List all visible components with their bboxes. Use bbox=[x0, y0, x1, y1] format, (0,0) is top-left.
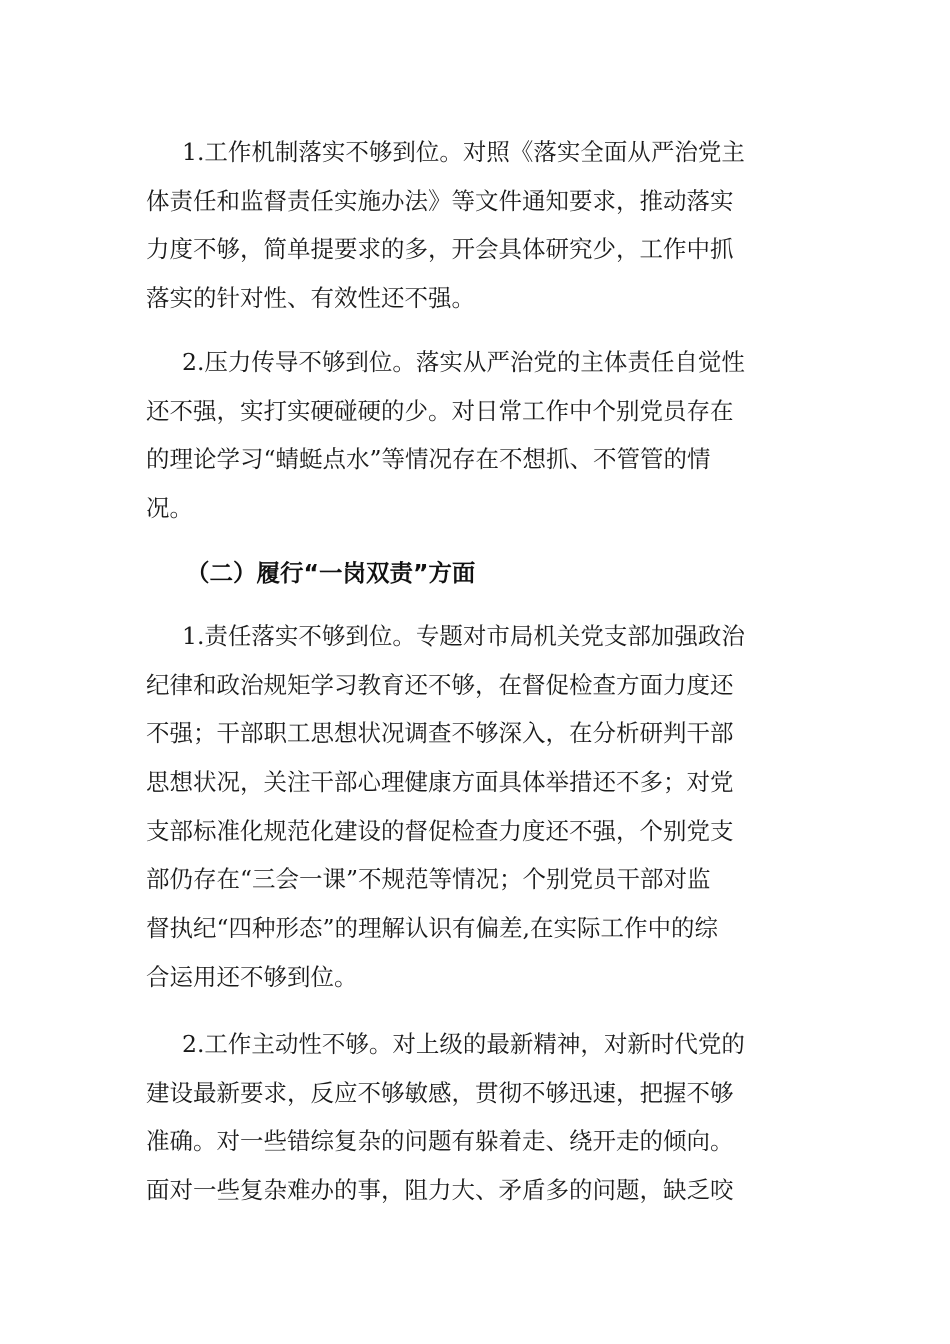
text-line: 体责任和监督责任实施办法》等文件通知要求，推动落实 bbox=[146, 186, 734, 215]
text-line: 2.压力传导不够到位。落实从严治党的主体责任自觉性 bbox=[182, 348, 745, 376]
text-line: 部仍存在“三会一课”不规范等情况；个别党员干部对监 bbox=[146, 865, 711, 894]
paragraph-pressure-transmission bbox=[146, 338, 806, 533]
text-line: 1.工作机制落实不够到位。对照《落实全面从严治党主 bbox=[182, 138, 745, 166]
paragraph-initiative bbox=[146, 1020, 806, 1215]
section-heading: （二）履行“一岗双责”方面 bbox=[186, 559, 476, 587]
text-line: 支部标准化规范化建设的督促检查力度还不强，个别党支 bbox=[146, 816, 734, 845]
text-line: 力度不够，简单提要求的多，开会具体研究少，工作中抓 bbox=[146, 235, 734, 264]
text-line: 思想状况，关注干部心理健康方面具体举措还不多；对党 bbox=[146, 768, 734, 797]
text-line: 合运用还不够到位。 bbox=[146, 962, 358, 991]
text-line: 还不强，实打实硬碰硬的少。对日常工作中个别党员存在 bbox=[146, 396, 734, 425]
text-line: 准确。对一些错综复杂的问题有躲着走、绕开走的倾向。 bbox=[146, 1127, 734, 1156]
text-line: 落实的针对性、有效性还不强。 bbox=[146, 284, 475, 313]
text-line: 督执纪“四种形态”的理解认识有偏差,在实际工作中的综 bbox=[146, 914, 718, 943]
text-line: 面对一些复杂难办的事，阻力大、矛盾多的问题，缺乏咬 bbox=[146, 1176, 734, 1205]
text-line: 况。 bbox=[146, 494, 193, 523]
text-line: 纪律和政治规矩学习教育还不够，在督促检查方面力度还 bbox=[146, 670, 734, 699]
text-line: 不强；干部职工思想状况调查不够深入，在分析研判干部 bbox=[146, 719, 734, 748]
paragraph-responsibility bbox=[146, 612, 806, 1002]
text-line: 2.工作主动性不够。对上级的最新精神，对新时代党的 bbox=[182, 1030, 745, 1058]
text-line: 的理论学习“蜻蜓点水”等情况存在不想抓、不管管的情 bbox=[146, 445, 711, 474]
paragraph-work-mechanism bbox=[146, 128, 806, 323]
text-line: 建设最新要求，反应不够敏感，贯彻不够迅速，把握不够 bbox=[146, 1078, 734, 1107]
text-line: 1.责任落实不够到位。专题对市局机关党支部加强政治 bbox=[182, 622, 745, 650]
